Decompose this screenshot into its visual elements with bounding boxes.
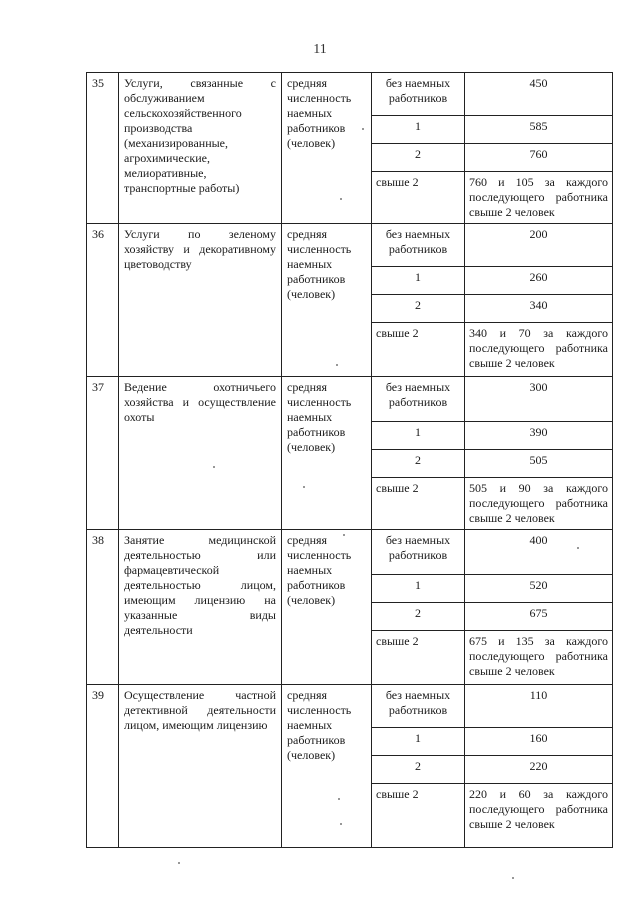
workers-count: 2: [372, 295, 465, 323]
workers-count: 1: [372, 267, 465, 295]
table-row: [87, 685, 613, 728]
rate-value: 340 и 70 за каждого последующего работника свыше 2 человек: [465, 323, 613, 377]
rate-value: 200: [465, 224, 613, 267]
rate-value: 260: [465, 267, 613, 295]
table-row: [87, 224, 613, 267]
rate-value: 160: [465, 728, 613, 756]
rate-value: 300: [465, 377, 613, 422]
row-number: 38: [87, 530, 119, 685]
workers-count: свыше 2: [372, 172, 465, 224]
workers-count: 2: [372, 756, 465, 784]
service-name: Занятие медицинской деятельностью или фармацевтической деятельностью лицом, имеющим лицензию на указанные виды деятельности: [119, 530, 282, 685]
service-name: Осуществление частной детективной деятельности лицом, имеющим лицензию: [119, 685, 282, 848]
rate-value: 760: [465, 144, 613, 172]
workers-count: 1: [372, 728, 465, 756]
service-name: Услуги, связанные с обслуживанием сельскохозяйственного производства (механизированные, агрохимические, мелиоративные, транспортные работы): [119, 73, 282, 224]
workers-count: без наемных работников: [372, 530, 465, 575]
workers-count: без наемных работников: [372, 224, 465, 267]
rate-value: 505 и 90 за каждого последующего работника свыше 2 человек: [465, 478, 613, 530]
workers-count: свыше 2: [372, 323, 465, 377]
page-number: 11: [313, 42, 327, 57]
rate-value: 220 и 60 за каждого последующего работника свыше 2 человек: [465, 784, 613, 848]
workers-count: свыше 2: [372, 478, 465, 530]
rate-value: 585: [465, 116, 613, 144]
table-row: [87, 73, 613, 116]
rate-value: 220: [465, 756, 613, 784]
workers-count: свыше 2: [372, 631, 465, 685]
table-row: [87, 530, 613, 575]
row-number: 37: [87, 377, 119, 530]
workers-count: без наемных работников: [372, 685, 465, 728]
workers-count: без наемных работников: [372, 377, 465, 422]
indicator-name: средняя численность наемных работников (человек): [282, 530, 372, 685]
rate-value: 520: [465, 575, 613, 603]
workers-count: свыше 2: [372, 784, 465, 848]
rate-value: 400: [465, 530, 613, 575]
service-name: Ведение охотничьего хозяйства и осуществление охоты: [119, 377, 282, 530]
indicator-name: средняя численность наемных работников (человек): [282, 377, 372, 530]
rate-value: 450: [465, 73, 613, 116]
service-name: Услуги по зеленому хозяйству и декоративному цветоводству: [119, 224, 282, 377]
indicator-name: средняя численность наемных работников (человек): [282, 224, 372, 377]
row-number: 35: [87, 73, 119, 224]
workers-count: 2: [372, 603, 465, 631]
workers-count: 2: [372, 144, 465, 172]
workers-count: 1: [372, 422, 465, 450]
row-number: 39: [87, 685, 119, 848]
rate-value: 675: [465, 603, 613, 631]
workers-count: 1: [372, 575, 465, 603]
rate-value: 505: [465, 450, 613, 478]
workers-count: 2: [372, 450, 465, 478]
indicator-name: средняя численность наемных работников (человек): [282, 685, 372, 848]
rate-value: 760 и 105 за каждого последующего работника свыше 2 человек: [465, 172, 613, 224]
table-row: [87, 377, 613, 422]
workers-count: без наемных работников: [372, 73, 465, 116]
rate-value: 110: [465, 685, 613, 728]
rate-value: 340: [465, 295, 613, 323]
rate-value: 675 и 135 за каждого последующего работника свыше 2 человек: [465, 631, 613, 685]
rate-value: 390: [465, 422, 613, 450]
table-body: [87, 73, 613, 848]
tax-rate-table: [86, 72, 613, 848]
row-number: 36: [87, 224, 119, 377]
indicator-name: средняя численность наемных работников (человек): [282, 73, 372, 224]
workers-count: 1: [372, 116, 465, 144]
